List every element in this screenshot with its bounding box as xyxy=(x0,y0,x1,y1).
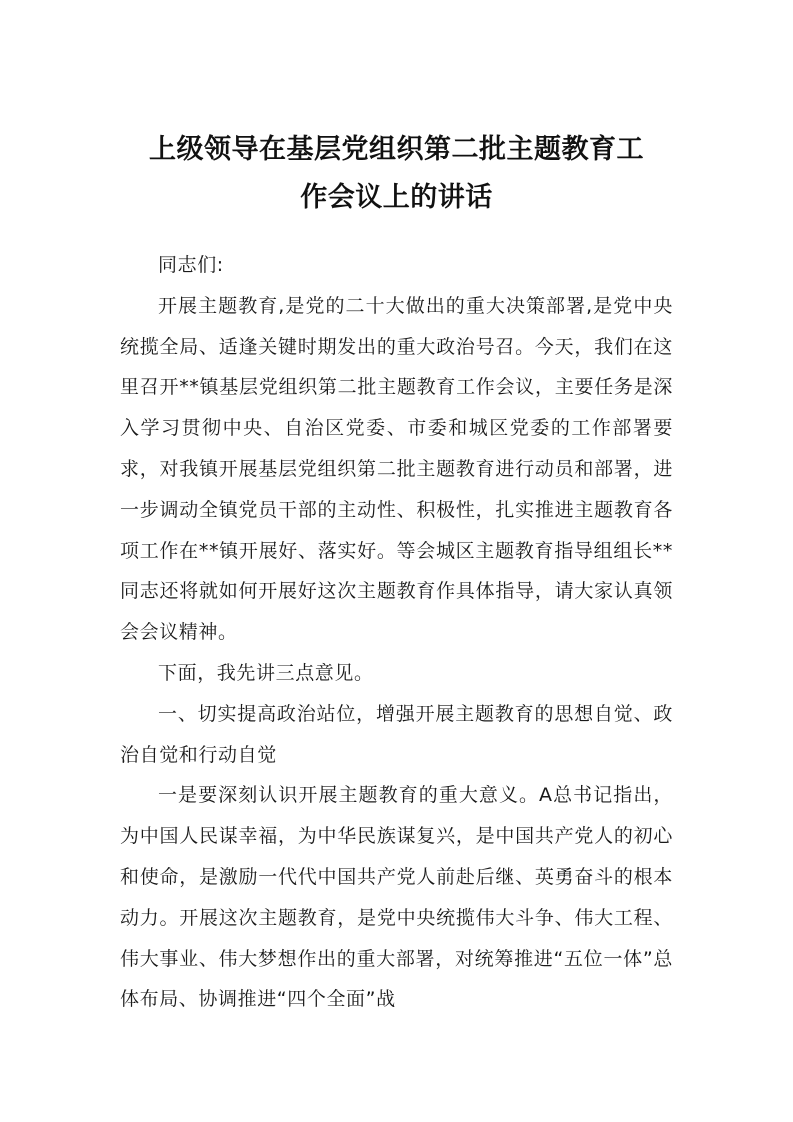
document-body xyxy=(120,245,673,1020)
document-title-line-2: 作会议上的讲话 xyxy=(300,182,493,213)
body-paragraph: 一是要深刻认识开展主题教育的重大意义。A总书记指出，为中国人民谋幸福，为中华民族谋复兴，是中国共产党人的初心和使命，是激励一代代中国共产党人前赴后继、英勇奋斗的根本动力。开展这次主题教育，是党中央统揽伟大斗争、伟大工程、伟大事业、伟大梦想作出的重大部署，对统筹推进“五位一体”总体布局、协调推进“四个全面”战 xyxy=(120,784,673,1011)
body-paragraph: 开展主题教育,是党的二十大做出的重大决策部署,是党中央统揽全局、适逢关键时期发出的重大政治号召。今天，我们在这里召开**镇基层党组织第二批主题教育工作会议，主要任务是深入学习贯彻中央、自治区党委、市委和城区党委的工作部署要求，对我镇开展基层党组织第二批主题教育进行动员和部署，进一步调动全镇党员干部的主动性、积极性，扎实推进主题教育各项工作在**镇开展好、落实好。等会城区主题教育指导组组长**同志还将就如何开展好这次主题教育作具体指导，请大家认真领会会议精神。 xyxy=(120,294,673,644)
salutation: 同志们: xyxy=(158,254,224,276)
document-title-line-1: 上级领导在基层党组织第二批主题教育工 xyxy=(149,134,644,165)
section-heading: 一、切实提高政治站位，增强开展主题教育的思想自觉、政治自觉和行动自觉 xyxy=(120,702,673,766)
body-paragraph: 下面，我先讲三点意见。 xyxy=(158,661,374,684)
